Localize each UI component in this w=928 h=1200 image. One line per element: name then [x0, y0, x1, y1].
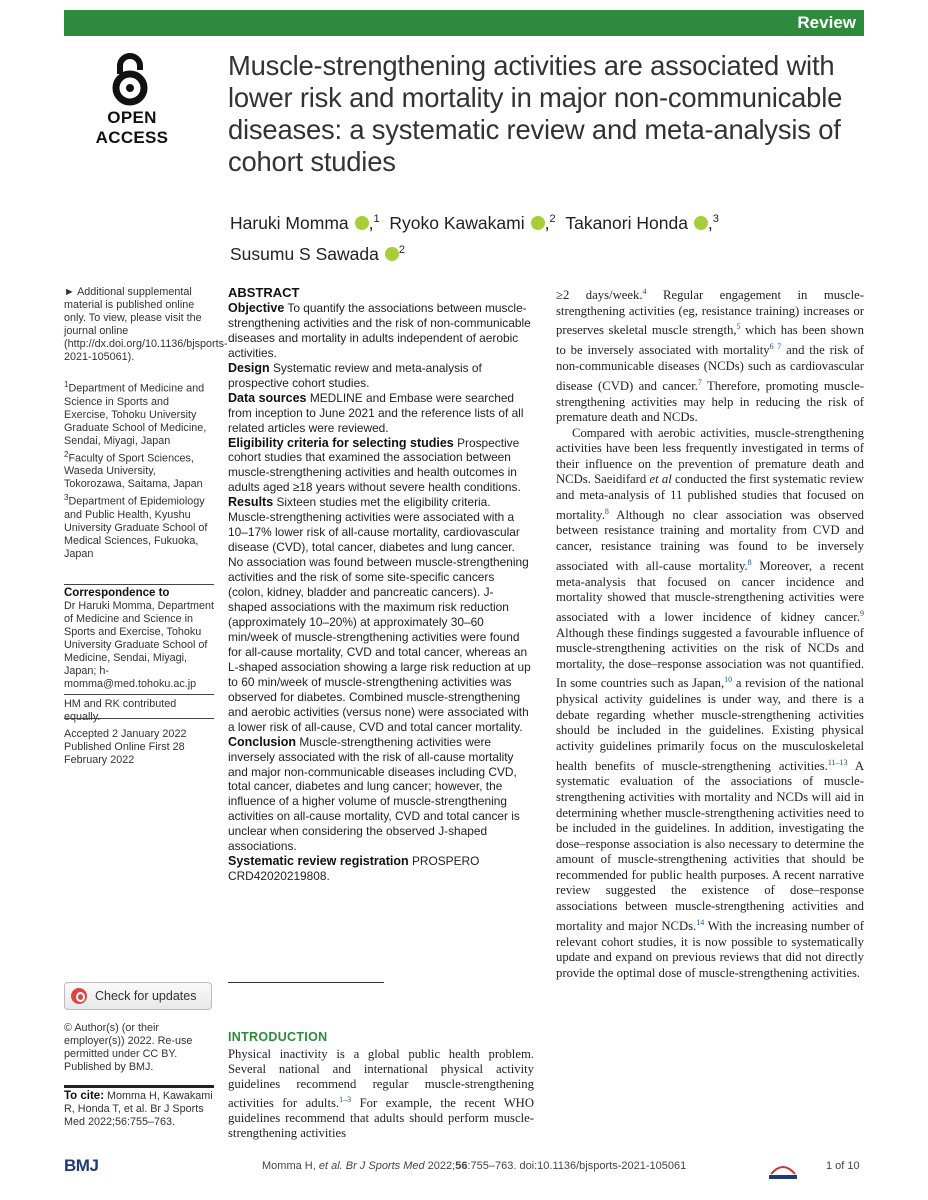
abstract — [228, 286, 532, 884]
text-run: and the risk of non-communicable diseases (NCDs) such as cardiovascular disease (CVD) and cancer. — [556, 343, 865, 393]
body-paragraph — [556, 284, 864, 426]
citation-ref[interactable]: 10 — [724, 675, 733, 685]
intro-paragraph: Physical inactivity is a global public health problem. Several national and international physical activity guidelines recommend regular muscle-strengthening activities for adults.$^{1-3}$ For example, the recent WHO guidelines recommend that adults should perform muscle-strengthening activities — [228, 1047, 534, 1141]
orcid-icon[interactable] — [385, 247, 399, 261]
orcid-icon[interactable] — [694, 216, 708, 230]
orcid-icon[interactable] — [531, 216, 545, 230]
divider — [64, 694, 214, 695]
citation-ref[interactable]: 9 — [860, 608, 864, 618]
text-run: which has been shown to be inversely associated with mortality — [556, 323, 864, 358]
text-run: Regular engagement in muscle-strengthening activities (eg, resistance training) increases or preserves skeletal muscle strength, — [556, 288, 864, 338]
abstract-section: Design Systematic review and meta-analysis of prospective cohort studies. — [228, 360, 482, 390]
text-run: ≥2 days/week. — [556, 288, 643, 303]
page-number: 1 of 10 — [826, 1160, 860, 1172]
citation-ref[interactable]: 8 — [747, 557, 752, 567]
article-title: Muscle-strengthening activities are associated with lower risk and mortality in major non-communicable diseases: a systematic review and meta-analysis of cohort studies — [228, 50, 843, 177]
divider — [64, 584, 214, 585]
supplemental-note[interactable]: ► Additional supplemental material is published online only. To view, please visit the journal online (http://dx.doi.org/10.1136/bjsports-2021-105061). — [64, 286, 228, 363]
cite-heading: To cite: — [64, 1090, 105, 1102]
citation-ref[interactable]: 7 — [697, 377, 702, 387]
divider — [64, 1085, 214, 1088]
abstract-section: Objective To quantify the associations between muscle-strengthening activities and the risk of non-communicable diseases and mortality in adults independent of aerobic activities. — [228, 300, 531, 360]
citation-ref[interactable]: 6 7 — [769, 342, 782, 352]
affiliation-item: $^2$Faculty of Sport Sciences, Waseda University, Tokorozawa, Saitama, Japan — [64, 449, 203, 491]
author[interactable]: Ryoko Kawakami ,$^2$ — [389, 212, 556, 233]
bmj-logo: BMJ — [64, 1156, 99, 1175]
cite-body: Momma H, Kawakami R, Honda T, et al. Br J Sports Med 2022;56:755–763. — [64, 1090, 213, 1128]
text-run: a revision of the national physical activity guidelines is under way, and there is a debate regarding whether muscle-strengthening activities should be included in the guidelines. Existing physical activity guidelines primarily focus on the musculoskeletal health benefits of muscle-strengthening activities. — [556, 676, 864, 773]
correspondence-heading: Correspondence to — [64, 587, 170, 599]
text-run: Moreover, a recent meta-analysis that focused on cancer incidence and mortality showed that muscle-strengthening activities were associated with a lower incidence of kidney cancer. — [556, 558, 865, 624]
author-list — [230, 206, 830, 268]
refresh-icon — [71, 988, 87, 1004]
citation-ref[interactable]: 4 — [642, 287, 647, 296]
citation-ref[interactable]: 14 — [696, 917, 705, 927]
abstract-section: Data sources MEDLINE and Embase were searched from inception to June 2021 and the reference lists of all related articles were reviewed. — [228, 390, 524, 435]
text-run: With the increasing number of relevant cohort studies, it is now possible to systematically update and expand on previous reviews that did not directly provide the optimal dose of muscle-strengthening activities. — [556, 918, 865, 980]
citation-ref[interactable]: 5 — [736, 322, 741, 332]
text-run: Although no clear association was observed between resistance training and mortality from CVD and cancer, resistance training was found to be inversely associated with all-cause mortality. — [556, 507, 864, 573]
abstract-section: Systematic review registration PROSPERO CRD42020219808. — [228, 854, 480, 884]
footer-citation: Momma H, et al. Br J Sports Med 2022;56:755–763. doi:10.1136/bjsports-2021-105061 — [262, 1160, 687, 1172]
section-banner — [64, 10, 864, 36]
divider — [228, 982, 384, 983]
basem-logo-icon — [765, 1158, 801, 1182]
open-access-label: OPEN ACCESS — [95, 108, 169, 147]
text-run: A systematic evaluation of the associations of muscle-strengthening activities with mortality and NCDs will aid in determining whether muscle-strengthening activities need to be included in the guidelines. In addition, investigating the dose–response association is also necessary to determine the amount of muscle-strengthening activities that should be recommended for public health purposes. A recent narrative review suggested the existence of dose–response associations between muscle-strengthening activities and mortality and major NCDs. — [556, 758, 864, 933]
abstract-heading: ABSTRACT — [228, 285, 300, 300]
citation-ref[interactable]: 8 — [604, 506, 609, 516]
text-run: Therefore, promoting muscle-strengthening activities may help in reducing the risk of premature death and NCDs. — [556, 378, 864, 425]
citation-ref[interactable]: 11–13 — [827, 757, 848, 767]
section-heading-introduction: INTRODUCTION — [228, 1030, 328, 1044]
abstract-section: Conclusion Muscle-strengthening activities were inversely associated with the risk of all-cause mortality and major non-communicable diseases including CVD, total cancer, diabetes and lung cancer; however, the influence of a higher volume of muscle-strengthening activities on all-cause mortality, CVD and total cancer is unclear when considering the observed J-shaped associations. — [228, 734, 520, 854]
correspondence-body[interactable]: Dr Haruki Momma, Department of Medicine and Science in Sports and Exercise, Tohoku University Graduate School of Medicine, Sendai, Miyagi, Japan; h-momma@med.tohoku.ac.jp — [64, 600, 214, 690]
body-column-right — [556, 284, 864, 981]
section-label: Review — [797, 13, 856, 32]
divider — [64, 718, 214, 719]
check-for-updates-label: Check for updates — [95, 989, 197, 1003]
text-run: conducted the first systematic review and meta-analysis of 11 published studies that focused on mortality. — [556, 472, 864, 522]
open-access-icon — [108, 52, 152, 106]
citation-ref[interactable]: 1–3 — [339, 1095, 352, 1104]
italic-run: et al — [649, 472, 672, 487]
author[interactable]: Haruki Momma ,$^1$ — [230, 212, 380, 233]
citation-box — [64, 1090, 214, 1129]
author[interactable]: Takanori Honda ,$^3$ — [565, 212, 719, 233]
published-date: Published Online First 28 February 2022 — [64, 741, 185, 766]
body-paragraph — [556, 426, 864, 982]
copyright-note: © Author(s) (or their employer(s)) 2022. Re-use permitted under CC BY. Published by BMJ. — [64, 1022, 193, 1073]
accepted-date: Accepted 2 January 2022 — [64, 728, 187, 740]
contrib-note: HM and RK contributed equally. — [64, 698, 177, 723]
abstract-section: Results Sixteen studies met the eligibility criteria. Muscle-strengthening activities were associated with a 10–17% lower risk of all-cause mortality, cardiovascular disease (CVD), total cancer, diabetes and lung cancer. No association was found between muscle-strengthening activities and the risk of some site-specific cancers (colon, kidney, bladder and pancreatic cancers). J-shaped associations with the maximum risk reduction (approximately 10–20%) at approximately 30–60 min/week of muscle-strengthening activities were found for all-cause mortality, CVD and total cancer, whereas an L-shaped association showing a large risk reduction at up to 60 min/week of muscle-strengthening activities was observed for diabetes. Combined muscle-strengthening and aerobic activities (versus none) were associated with a lower risk of all-cause, CVD and total cancer mortality. — [228, 495, 531, 734]
affiliation-item: $^3$Department of Epidemiology and Public Health, Kyushu University Graduate School of Medical Sciences, Fukuoka, Japan — [64, 493, 208, 560]
correspondence — [64, 587, 214, 691]
author[interactable]: Susumu S Sawada $^2$ — [230, 243, 405, 264]
check-for-updates-button[interactable] — [64, 982, 212, 1010]
orcid-icon[interactable] — [355, 216, 369, 230]
text-run: Compared with aerobic activities, muscle-strengthening activities have been less frequently investigated in terms of their influence on the prevention of premature death and NCDs. Saeidifard — [556, 425, 864, 487]
affiliations — [64, 378, 214, 561]
affiliation-item: $^1$Department of Medicine and Science in Sports and Exercise, Tohoku University Graduate School of Medicine, Sendai, Miyagi, Japan — [64, 380, 207, 447]
dates — [64, 728, 214, 767]
abstract-section: Eligibility criteria for selecting studies Prospective cohort studies that examined the association between muscle-strengthening activities and health outcomes in adults aged ≥18 years without severe health conditions. — [228, 435, 521, 495]
text-run: Although these findings suggested a favourable influence of muscle-strengthening activities on the risk of NCDs and mortality, the dose–response association was not quantified. In some countries such as Japan, — [556, 625, 864, 691]
